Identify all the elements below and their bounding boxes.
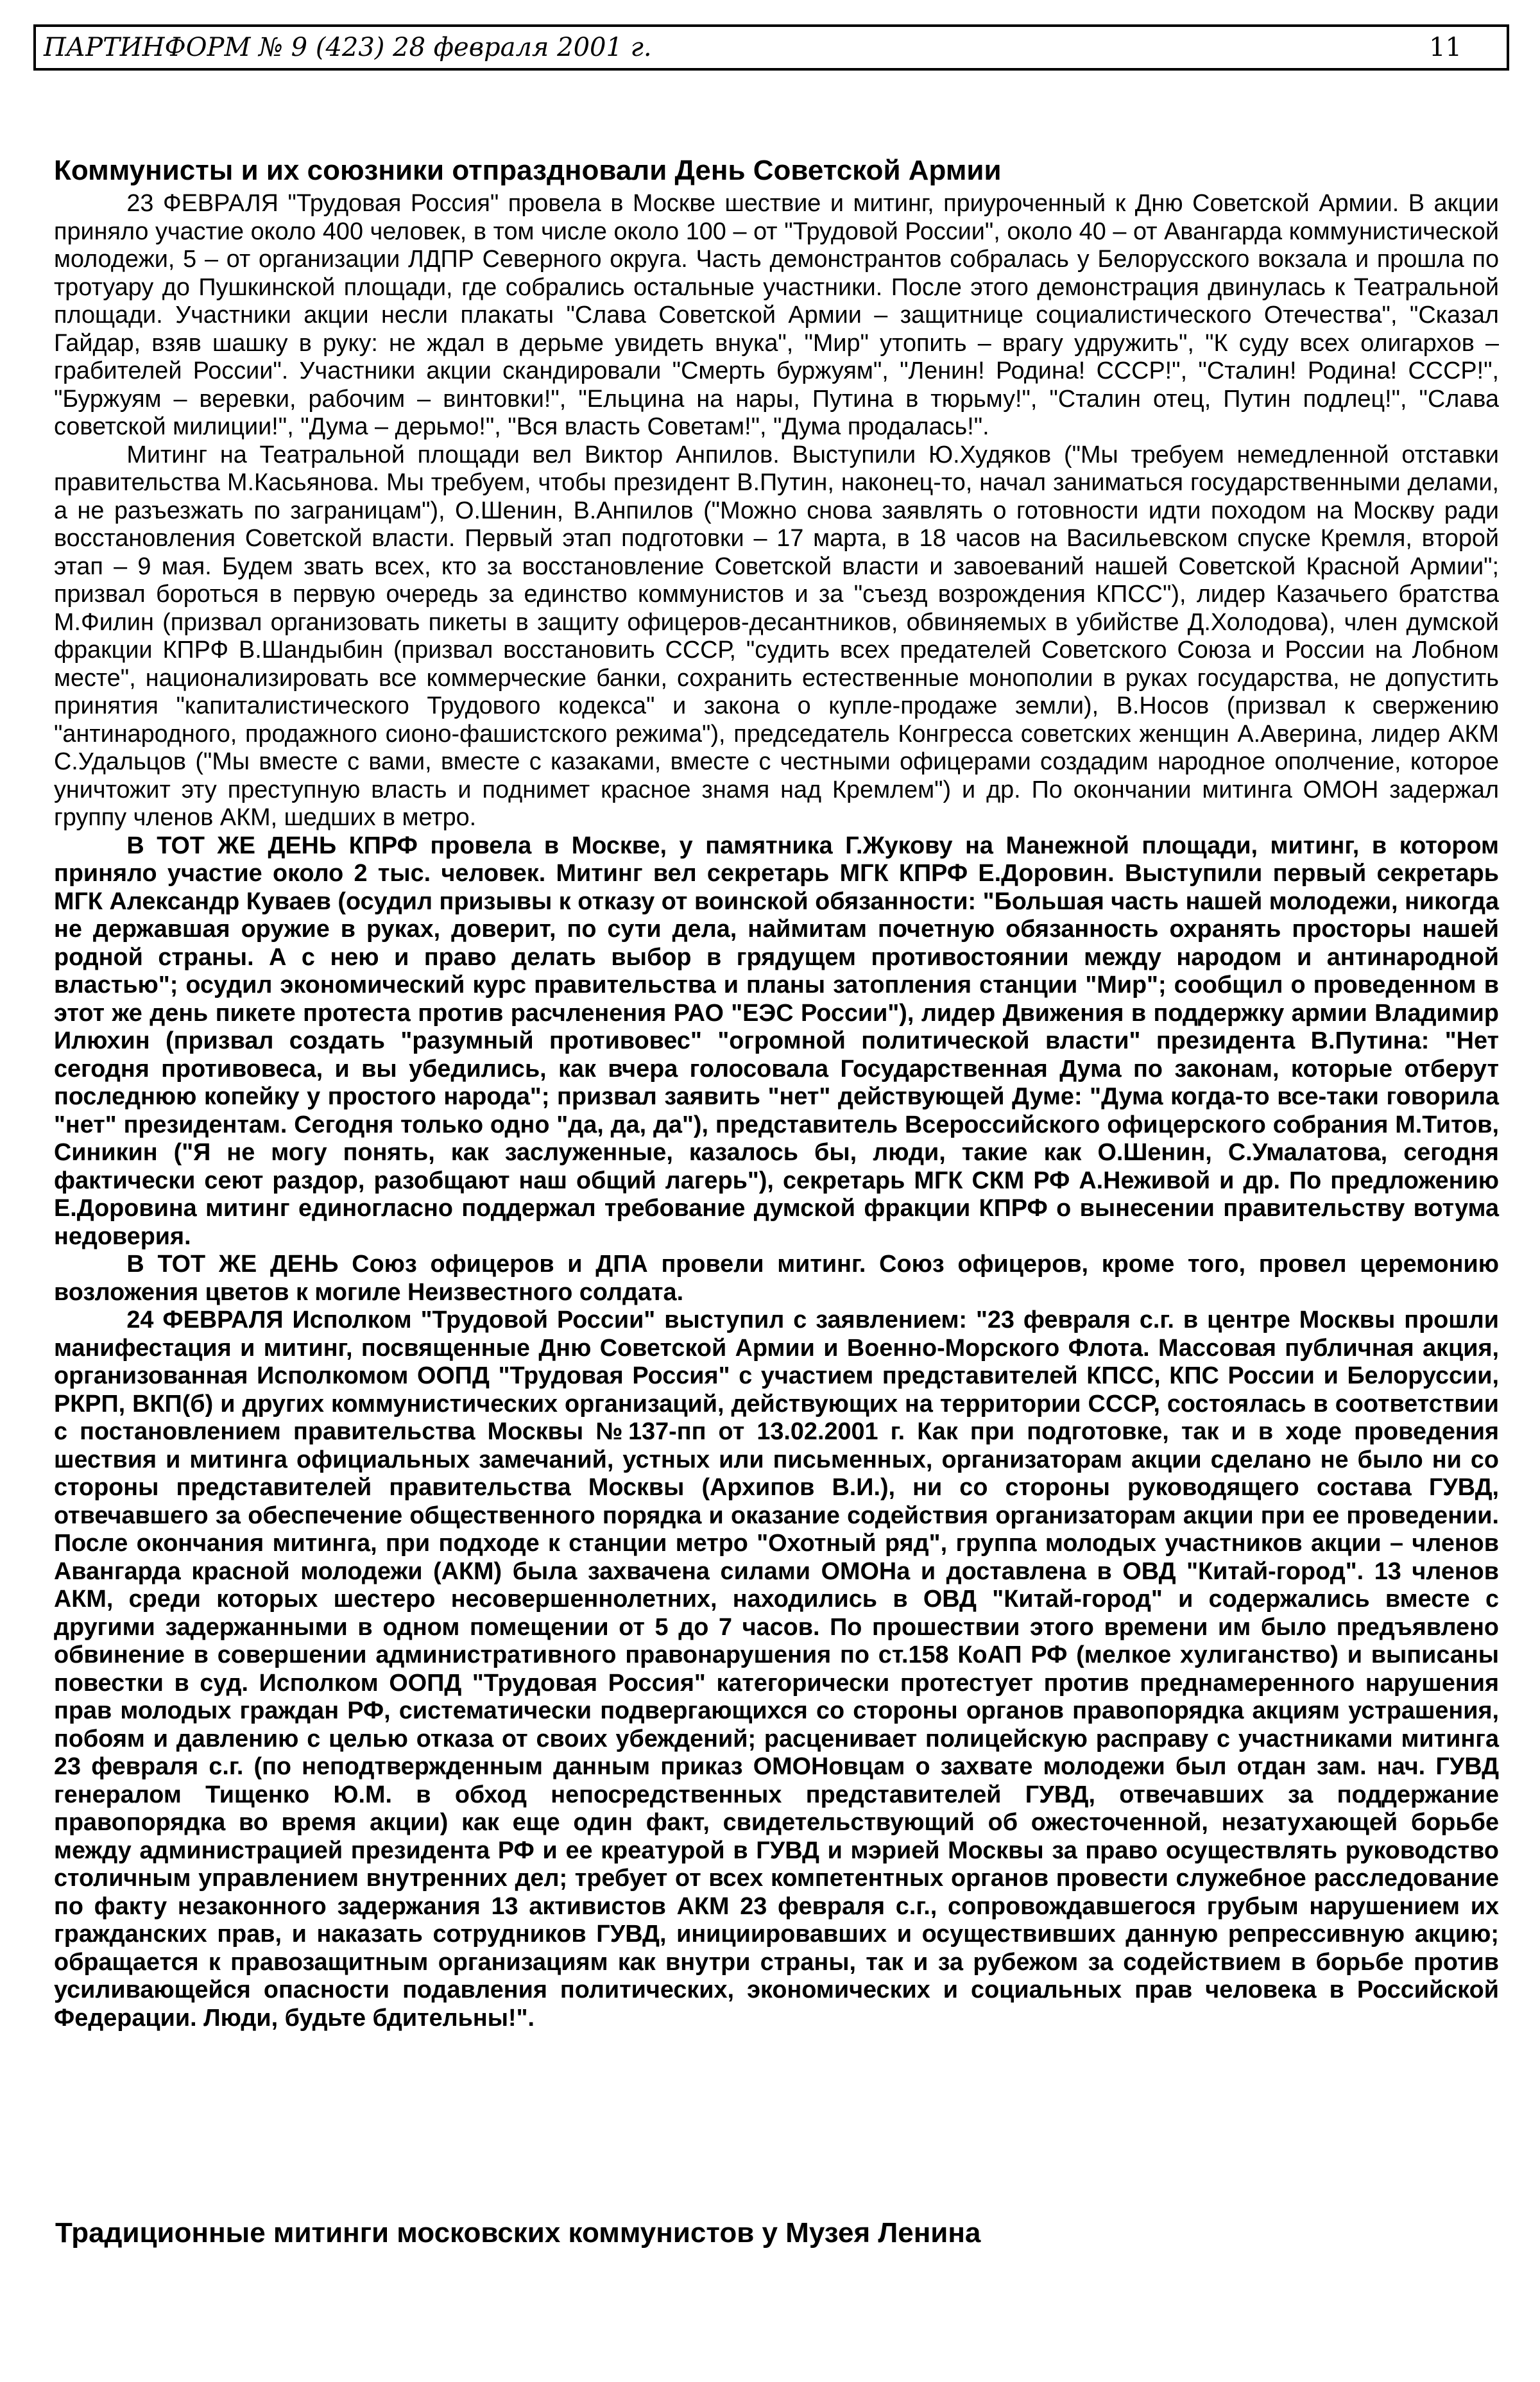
article-paragraph: Митинг на Театральной площади вел Виктор Анпилов. Выступили Ю.Худяков ("Мы требуем немедленной отставки правительства М.Касьянова. Мы требуем, чтобы президент В.Путин, наконец-то, начал заниматься государственными делами, а не разъезжать по заграницам"), О.Шенин, В.Анпилов ("Можно снова заявлять о готовности идти походом на Москву ради восстановления Советской власти. Первый этап подготовки – 17 марта, в 18 часов на Васильевском спуске Кремля, второй этап – 9 мая. Будем звать всех, кто за восстановление Советской власти и завоеваний нашей Советской Красной Армии"; призвал бороться в первую очередь за единство коммунистов и за "съезд возрождения КПСС"), лидер Казачьего братства М.Филин (призвал организовать пикеты в защиту офицеров-десантников, обвиняемых в убийстве Д.Холодова), член думской фракции КПРФ В.Шандыбин (призвал восстановить СССР, "судить всех предателей Советского Союза и России на Лобном месте", национализировать все коммерческие банки, сохранить естественные монополии в руках государства, не допустить принятия "капиталистического Трудового кодекса" и закона о купле-продаже земли), В.Носов (призвал к свержению "антинародного, продажного сионо-фашистского режима"), председатель Конгресса советских женщин А.Аверина, лидер АКМ С.Удальцов ("Мы вместе с вами, вместе с казаками, вместе с честными офицерами создадим народное ополчение, которое уничтожит эту преступную власть и поднимет красное знамя над Кремлем") и др. По окончании митинга ОМОН задержал группу членов АКМ, шедших в метро. xyxy=(54,441,1499,831)
page-header xyxy=(33,24,1509,71)
next-article-title: Традиционные митинги московских коммунистов у Музея Ленина xyxy=(55,2217,981,2249)
issue-info: ПАРТИНФОРМ № 9 (423) 28 февраля 2001 г. xyxy=(44,33,652,62)
page-number: 11 xyxy=(1429,33,1462,62)
article-title: Коммунисты и их союзники отпраздновали День Советской Армии xyxy=(54,155,1002,186)
article-paragraph: 24 ФЕВРАЛЯ Исполком "Трудовой России" выступил с заявлением: "23 февраля с.г. в центре Москвы прошли манифестация и митинг, посвященные Дню Советской Армии и Военно-Морского Флота. Массовая публичная акция, организованная Исполкомом ООПД "Трудовая Россия" с участием представителей КПСС, КПС России и Белоруссии, РКРП, ВКП(б) и других коммунистических организаций, действующих на территории СССР, состоялась в соответствии с постановлением правительства Москвы №137-пп от 13.02.2001 г. Как при подготовке, так и в ходе проведения шествия и митинга официальных замечаний, устных или письменных, организаторам акции сделано не было ни со стороны представителей правительства Москвы (Архипов В.И.), ни со стороны руководящего состава ГУВД, отвечавшего за обеспечение общественного порядка и оказание содействия организаторам акции при ее проведении. После окончания митинга, при подходе к станции метро "Охотный ряд", группа молодых участников акции – членов Авангарда красной молодежи (АКМ) была захвачена силами ОМОНа и доставлена в ОВД "Китай-город". 13 членов АКМ, среди которых шестеро несовершеннолетних, находились в ОВД "Китай-город" и содержались вместе с другими задержанными в одном помещении от 5 до 7 часов. По прошествии этого времени им было предъявлено обвинение в совершении административного правонарушения по ст.158 КоАП РФ (мелкое хулиганство) и выписаны повестки в суд. Исполком ООПД "Трудовая Россия" категорически протестует против преднамеренного нарушения прав молодых граждан РФ, систематически подвергающихся со стороны органов правопорядка акциям устрашения, побоям и давлению с целью отказа от своих убеждений; расценивает полицейскую расправу с участниками митинга 23 февраля с.г. (по неподтвержденным данным приказ ОМОНовцам о захвате молодежи был отдан зам. нач. ГУВД генералом Тищенко Ю.М. в обход непосредственных представителей ГУВД, отвечавших за поддержание правопорядка во время акции) как еще один факт, свидетельствующий об ожесточенной, незатухающей борьбе между администрацией президента РФ и ее креатурой в ГУВД и мэрией Москвы за право осуществлять руководство столичным управлением внутренних дел; требует от всех компетентных органов провести служебное расследование по факту незаконного задержания 13 активистов АКМ 23 февраля с.г., сопровождавшегося грубым нарушением их гражданских прав, и наказать сотрудников ГУВД, инициировавших и осуществивших данную репрессивную акцию; обращается к правозащитным организациям как внутри страны, так и за рубежом за содействием в борьбе против усиливающейся опасности подавления политических, экономических и социальных прав человека в Российской Федерации. Люди, будьте бдительны!". xyxy=(54,1307,1499,2032)
article xyxy=(54,151,1499,2032)
article-paragraph: В ТОТ ЖЕ ДЕНЬ КПРФ провела в Москве, у памятника Г.Жукову на Манежной площади, митинг, в котором приняло участие около 2 тыс. человек. Митинг вел секретарь МГК КПРФ Е.Доровин. Выступили первый секретарь МГК Александр Куваев (осудил призывы к отказу от воинской обязанности: "Большая часть нашей молодежи, никогда не державшая оружие в руках, доверит, по сути дела, наймитам почетную обязанность охранять просторы нашей родной страны. А с нею и право делать выбор в грядущем противостоянии между народом и антинародной властью"; осудил экономический курс правительства и планы затопления станции "Мир"; сообщил о проведенном в этот же день пикете протеста против расчленения РАО "ЕЭС России"), лидер Движения в поддержку армии Владимир Илюхин (призвал создать "разумный противовес" "огромной политической власти" президента В.Путина: "Нет сегодня противовеса, и вы убедились, как вчера голосовала Государственная Дума по законам, которые отберут последнюю копейку у простого народа"; призвал заявить "нет" действующей Думе: "Дума когда-то все-таки говорила "нет" президентам. Сегодня только одно "да, да, да"), представитель Всероссийского офицерского собрания М.Титов, Синикин ("Я не могу понять, как заслуженные, казалось бы, люди, такие как О.Шенин, С.Умалатова, сегодня фактически сеют раздор, разобщают наш общий лагерь"), секретарь МГК СКМ РФ А.Неживой и др. По предложению Е.Доровина митинг единогласно поддержал требование думской фракции КПРФ о вынесении правительству вотума недоверия. xyxy=(54,832,1499,1250)
article-paragraph: 23 ФЕВРАЛЯ "Трудовая Россия" провела в Москве шествие и митинг, приуроченный к Дню Советской Армии. В акции приняло участие около 400 человек, в том числе около 100 – от "Трудовой России", около 40 – от Авангарда коммунистической молодежи, 5 – от организации ЛДПР Северного округа. Часть демонстрантов собралась у Белорусского вокзала и прошла по тротуару до Пушкинской площади, где собрались остальные участники. После этого демонстрация двинулась к Театральной площади. Участники акции несли плакаты "Слава Советской Армии – защитнице социалистического Отечества", "Сказал Гайдар, взяв шашку в руку: не ждал в дерьме увидеть внука", "Мир" утопить – врагу удружить", "К суду всех олигархов – грабителей России". Участники акции скандировали "Смерть буржуям", "Ленин! Родина! СССР!", "Сталин! Родина! СССР!", "Буржуям – веревки, рабочим – винтовки!", "Ельцина на нары, Путина в тюрьму!", "Сталин отец, Путин подлец!", "Слава советской милиции!", "Дума – дерьмо!", "Вся власть Советам!", "Дума продалась!". xyxy=(54,190,1499,440)
article-paragraph: В ТОТ ЖЕ ДЕНЬ Союз офицеров и ДПА провели митинг. Союз офицеров, кроме того, провел церемонию возложения цветов к могиле Неизвестного солдата. xyxy=(54,1251,1499,1306)
